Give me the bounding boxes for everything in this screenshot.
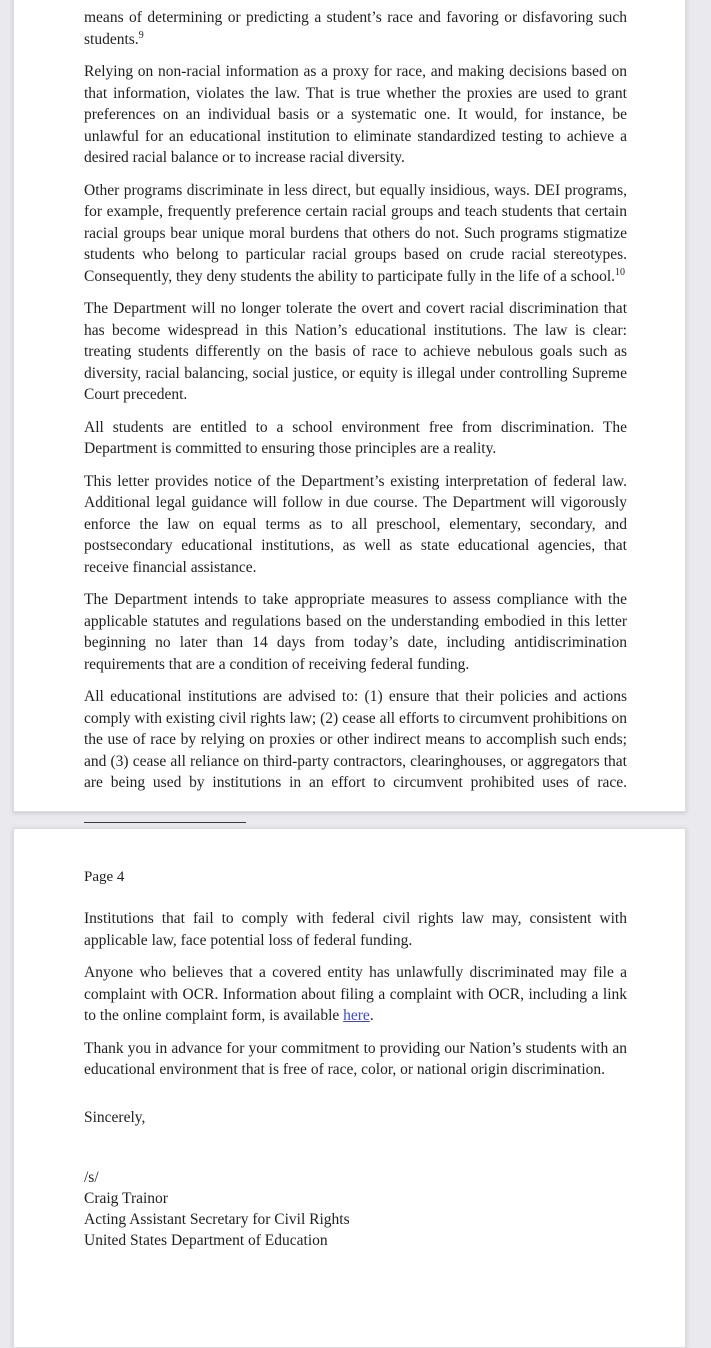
paragraph-compliance-measures: The Department intends to take appropriate measures to assess compliance with the applicable statutes and regulations based on the understanding embodied in this letter beginning no later than 14 days from today’s date, including antidiscrimination requirements that are a condition of receiving federal funding. bbox=[84, 591, 627, 673]
signature-block bbox=[84, 1167, 627, 1251]
paragraph-thank-you: Thank you in advance for your commitment to providing our Nation’s students with an educational environment that is free of race, color, or national origin discrimination. bbox=[84, 1039, 627, 1078]
footnote-separator bbox=[84, 822, 246, 823]
paragraph-entitled-environment: All students are entitled to a school environment free from discrimination. The Department is committed to ensuring those principles are a reality. bbox=[84, 418, 627, 457]
page-4-content bbox=[14, 829, 685, 1347]
paragraph-ocr-complaint bbox=[84, 962, 627, 1027]
page-3-content bbox=[14, 0, 685, 811]
paragraph-no-longer-tolerate: The Department will no longer tolerate the overt and covert racial discrimination that has become widespread in this Nation’s educational institutions. The law is clear: treating students differently on the basis of race to achieve nebulous goals such as diversity, racial balancing, social justice, or equity is illegal under controlling Supreme Court precedent. bbox=[84, 300, 627, 403]
paragraph-institutions-advised: All educational institutions are advised to: (1) ensure that their policies and actions comply with existing civil rights law; (2) cease all efforts to circumvent prohibitions on the use of race by relying on proxies or other indirect means to accomplish such ends; and (3) cease all reliance on third-party contractors, clearinghouses, or aggregators that are being used by institutions in an effort to circumvent prohibited uses of race. bbox=[84, 688, 627, 791]
paragraph-dei-programs bbox=[84, 180, 627, 288]
signature-title: Acting Assistant Secretary for Civil Rights bbox=[84, 1211, 350, 1228]
signature-organization: United States Department of Education bbox=[84, 1232, 328, 1249]
footnote-ref-10: 10 bbox=[615, 266, 626, 278]
complaint-form-link[interactable]: here bbox=[343, 1007, 370, 1024]
document-page-4 bbox=[13, 828, 686, 1348]
signature-slash-s: /s/ bbox=[84, 1169, 99, 1186]
footnote-ref-9: 9 bbox=[138, 29, 144, 41]
paragraph-text: Anyone who believes that a covered entity has unlawfully discriminated may file a complaint with OCR. Information about filing a complaint with OCR, including a link to the online complaint form, is available bbox=[84, 964, 627, 1024]
document-page-3 bbox=[13, 0, 686, 812]
paragraph-text: . bbox=[369, 1007, 374, 1024]
paragraph-proxy-intro bbox=[84, 7, 627, 50]
paragraph-letter-notice: This letter provides notice of the Department’s existing interpretation of federal law. Additional legal guidance will follow in due course. The Department will vigorously enforce the law on equal terms as to all preschool, elementary, secondary, and postsecondary educational institutions, as well as state educational agencies, that receive financial assistance. bbox=[84, 472, 627, 576]
page-number-label: Page 4 bbox=[84, 869, 125, 885]
closing-sincerely: Sincerely, bbox=[84, 1108, 146, 1126]
signature-name: Craig Trainor bbox=[84, 1190, 168, 1207]
paragraph-loss-of-funding: Institutions that fail to comply with federal civil rights law may, consistent with applicable law, face potential loss of federal funding. bbox=[84, 910, 627, 949]
paragraph-text: means of determining or predicting a student’s race and favoring or disfavoring such students. bbox=[84, 9, 627, 48]
paragraph-nonracial-proxy: Relying on non-racial information as a proxy for race, and making decisions based on that information, violates the law. That is true whether the proxies are used to grant preferences on an individual basis or a systematic one. It would, for instance, be unlawful for an educational institution to eliminate standardized testing to achieve a desired racial balance or to increase racial diversity. bbox=[84, 63, 627, 166]
paragraph-text: Other programs discriminate in less direct, but equally insidious, ways. DEI programs, for example, frequently preference certain racial groups and teach students that certain racial groups bear unique moral burdens that others do not. Such programs stigmatize students who belong to particular racial groups based on crude racial stereotypes. Consequently, they deny students the ability to participate fully in the life of a school. bbox=[84, 181, 627, 285]
